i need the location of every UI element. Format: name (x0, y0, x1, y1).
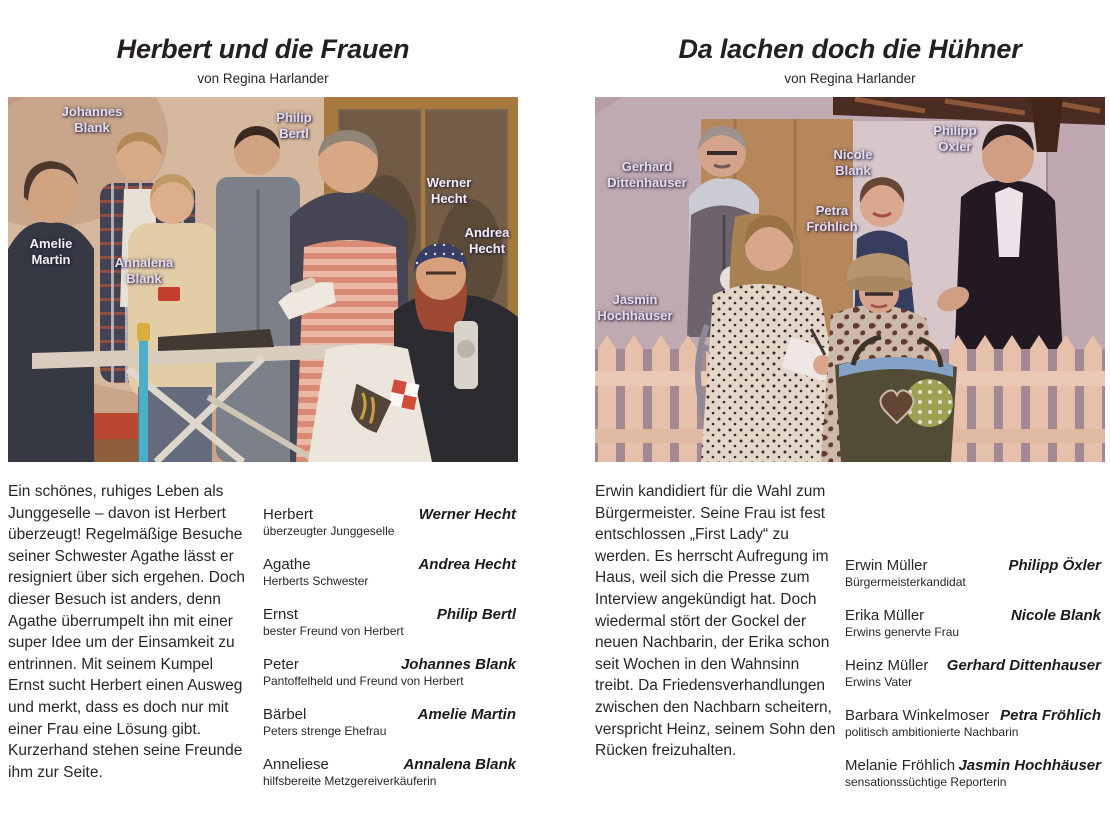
cast-actor: Philip Bertl (436, 606, 516, 623)
cast-role: Barbara Winkelmoser (845, 707, 990, 724)
cast-actor: Jasmin Hochhäuser (958, 757, 1101, 774)
cast-role-description: politisch ambitionierte Nachbarin (845, 725, 1019, 739)
cast-entry (263, 656, 516, 706)
cast-entry (263, 706, 516, 756)
photo-label-nicole-blank: Nicole Blank (833, 147, 873, 178)
cast-role-description: Erwins Vater (845, 675, 913, 689)
cast-entry (263, 506, 516, 556)
cast-entry (845, 707, 1101, 757)
cast-role-description: hilfsbereite Metzgereiverkäuferin (263, 774, 437, 788)
cast-role-description: Bürgermeisterkandidat (845, 575, 966, 589)
cast-actor: Annalena Blank (403, 756, 516, 773)
program-column-huehner (555, 0, 1110, 832)
cast-role: Agathe (263, 556, 311, 573)
cast-role: Bärbel (263, 706, 307, 723)
cast-role: Ernst (263, 606, 299, 623)
cast-role-description: Herberts Schwester (263, 574, 369, 588)
cast-actor: Andrea Hecht (418, 556, 516, 573)
cast-role: Melanie Fröhlich (845, 757, 956, 774)
stage-photo-huehner (595, 97, 1105, 462)
photo-label-amelie-martin: Amelie Martin (29, 236, 73, 267)
play-author-herbert: von Regina Harlander (197, 71, 329, 86)
cast-list-herbert (263, 506, 516, 806)
cast-role: Erika Müller (845, 607, 925, 624)
photo-label-gerhard-dittenhauser: Gerhard Dittenhauser (607, 159, 687, 190)
cast-actor: Amelie Martin (417, 706, 516, 723)
photo-label-johannes-blank: Johannes Blank (61, 104, 123, 135)
cast-entry (263, 756, 516, 806)
cast-actor: Petra Fröhlich (1000, 707, 1101, 724)
cast-entry (845, 607, 1101, 657)
play-author-huehner: von Regina Harlander (784, 71, 916, 86)
cast-role-description: Pantoffelheld und Freund von Herbert (263, 674, 464, 688)
cast-role: Peter (263, 656, 299, 673)
photo-label-andrea-hecht: Andrea Hecht (464, 225, 510, 256)
cast-entry (263, 556, 516, 606)
cast-actor: Nicole Blank (1010, 607, 1101, 624)
cast-role-description: Erwins genervte Frau (845, 625, 960, 639)
cast-actor: Werner Hecht (418, 506, 516, 523)
cast-entry (263, 606, 516, 656)
cast-actor: Johannes Blank (400, 656, 516, 673)
cast-role-description: sensationssüchtige Reporterin (845, 775, 1007, 789)
synopsis-huehner: Erwin kandidiert für die Wahl zum Bürgermeister. Seine Frau ist fest entschlossen „First Lady“ zu werden. Es herrscht Aufregung im Haus, weil sich die Presse zum Interview angekündigt hat. Doch wiedermal stört der Gockel der neuen Nachbarin, der Erika schon seit Wochen in den Wahnsinn treibt. Da Friedensverhandlungen zwischen den Nachbarn scheitern, verspricht Heinz, seinem Sohn den Rücken freizuhalten. (595, 483, 836, 760)
cast-role: Herbert (263, 506, 314, 523)
cast-role: Heinz Müller (845, 657, 929, 674)
stage-photo-herbert (8, 97, 518, 462)
photo-label-philip-bertl: Philip Bertl (276, 110, 312, 141)
synopsis-herbert: Ein schönes, ruhiges Leben als Junggeselle – davon ist Herbert überzeugt! Regelmäßige Besuche seiner Schwester Agathe lässt er resigniert über sich ergehen. Doch dieser Besuch ist anders, denn Agathe überrumpelt ihn mit einer super Idee um der Einsamkeit zu entrinnen. Mit seinem Kumpel Ernst sucht Herbert einen Ausweg und merkt, dass es doch nur mit einer Frau eine Lösung gibt. Kurzerhand stehen seine Freunde ihm zur Seite. (8, 483, 245, 781)
photo-label-jasmin-hochhaeuser: Jasmin Hochhäuser (597, 292, 673, 323)
cast-entry (845, 657, 1101, 707)
cast-role-description: bester Freund von Herbert (263, 624, 404, 638)
cast-role-description: Peters strenge Ehefrau (263, 724, 387, 738)
cast-entry (845, 757, 1101, 807)
play-title-huehner: Da lachen doch die Hühner (678, 34, 1022, 64)
photo-label-werner-hecht: Werner Hecht (426, 175, 472, 206)
photo-label-annalena-blank: Annalena Blank (114, 255, 174, 286)
cast-list-huehner (845, 557, 1101, 807)
cast-entry (845, 557, 1101, 607)
cast-actor: Gerhard Dittenhauser (946, 657, 1101, 674)
photo-label-philipp-oexler: Philipp Öxler (933, 123, 977, 154)
photo-label-petra-froehlich: Petra Fröhlich (806, 203, 858, 234)
cast-actor: Philipp Öxler (1008, 557, 1101, 574)
cast-role: Anneliese (263, 756, 329, 773)
stage-photo-herbert-art (8, 97, 518, 462)
cast-role-description: überzeugter Junggeselle (263, 524, 395, 538)
play-title-herbert: Herbert und die Frauen (116, 34, 410, 64)
cast-role: Erwin Müller (845, 557, 928, 574)
